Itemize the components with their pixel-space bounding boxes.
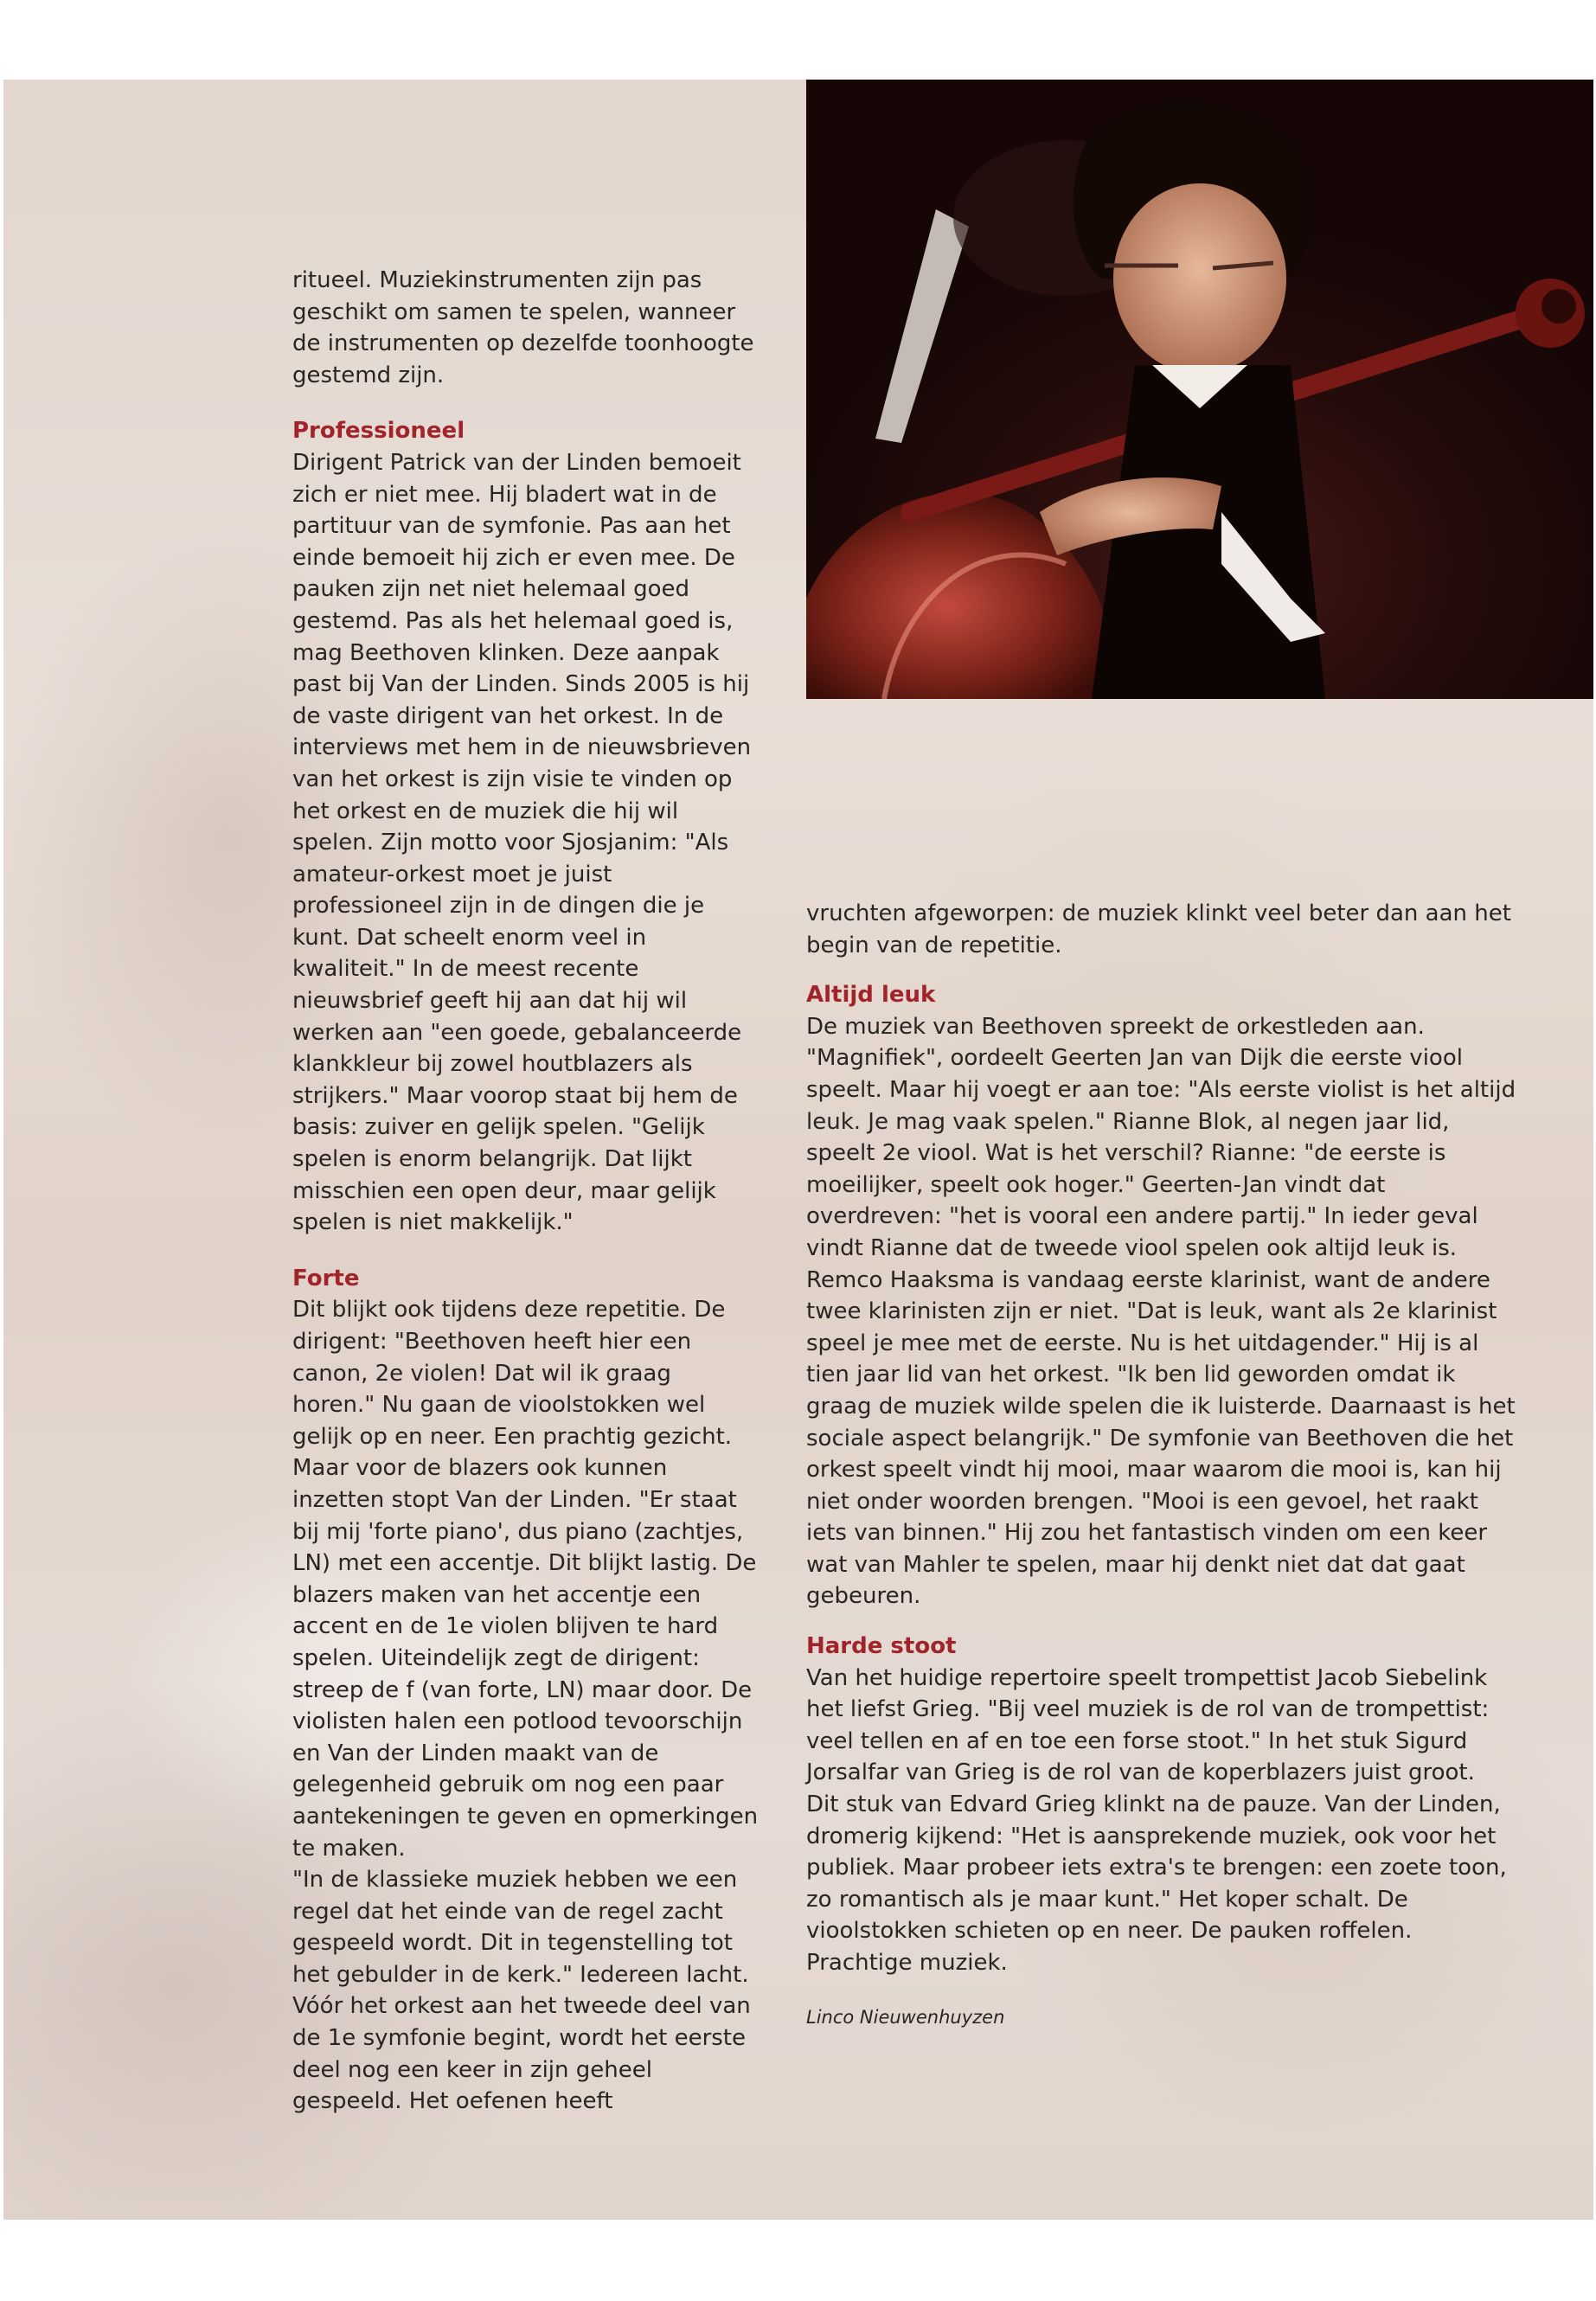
paragraph: Remco Haaksma is vandaag eerste klarinist, want de andere twee klarinisten zijn er niet. "Dat is leuk, want als 2e klarinist speel je mee met de eerste. Nu is het uitdagender." Hij is al tien jaar lid van het orkest. "Ik ben lid geworden omdat ik graag de muziek wilde spelen die ik luisterde. Daarnaast is het sociale aspect belangrijk." De symfonie van Beethoven die het orkest speelt vindt hij mooi, maar waarom die mooi is, kan hij niet onder woorden brengen. "Mooi is een gevoel, het raakt iets van binnen." Hij zou het fantastisch vinden om een keer wat van Mahler te spelen, maar hij denkt niet dat dat gaat gebeuren.	[806, 1266, 1516, 1610]
paragraph: Dit stuk van Edvard Grieg klinkt na de pauze. Van der Linden, dromerig kijkend: "Het is aansprekende muziek, ook voor het publiek. Maar probeer iets extra's te brengen: een zoete toon, zo romantisch als je maar kunt." Het koper schalt. De vioolstokken schieten op en neer. De pauken roffelen. Prachtige muziek.	[806, 1791, 1507, 1976]
paragraph: vruchten afgeworpen: de muziek klinkt veel beter dan aan het begin van de repetitie.	[806, 901, 1511, 958]
heading-professioneel: Professioneel	[292, 418, 465, 445]
paragraph: Dirigent Patrick van der Linden bemoeit zich er niet mee. Hij bladert wat in de partituur van de symfonie. Pas aan het einde bemoeit hij zich er even mee. De pauken zijn net niet helemaal goed gestemd. Pas als het helemaal goed is, mag Beethoven klinken. Deze aanpak past bij Van der Linden. Sinds 2005 is hij de vaste dirigent van het orkest. In de interviews met hem in de nieuwsbrieven van het orkest is zijn visie te vinden op het orkest en de muziek die hij wil spelen. Zijn motto voor Sjosjanim: "Als amateur-orkest moet je juist professioneel zijn in de dingen die je kunt. Dat scheelt enorm veel in kwaliteit." In de meest recente nieuwsbrief geeft hij aan dat hij wil werken aan "een goede, gebalanceerde klankkleur bij zowel houtblazers als strijkers." Maar voorop staat bij hem de basis: zuiver en gelijk spelen. "Gelijk spelen is enorm belangrijk. Dat lijkt misschien een open deur, maar gelijk spelen is niet makkelijk."	[292, 449, 752, 1236]
paragraph: Dit blijkt ook tijdens deze repetitie. De dirigent: "Beethoven heeft hier een canon, 2e violen! Dat wil ik graag horen." Nu gaan de vioolstokken wel gelijk op en neer. Een prachtig gezicht. Maar voor de blazers ook kunnen inzetten stopt Van der Linden. "Er staat bij mij 'forte piano', dus piano (zachtjes, LN) met een accentje. Dit blijkt lastig. De blazers maken van het accentje een accent en de 1e violen blijven te hard spelen. Uiteindelijk zegt de dirigent: streep de f (van forte, LN) maar door. De violisten halen een potlood tevoorschijn en Van der Linden maakt van de gelegenheid gebruik om nog een paar aantekeningen te geven en opmerkingen te maken.	[292, 1297, 759, 1862]
right-column	[806, 898, 1524, 2033]
cellist-illustration	[806, 80, 1593, 699]
paragraph: ritueel. Muziekinstrumenten zijn pas geschikt om samen te spelen, wanneer de instrumenten op dezelfde toonhoogte gestemd zijn.	[292, 267, 754, 388]
heading-harde-stoot: Harde stoot	[806, 1633, 957, 1660]
cellist-photo	[806, 80, 1593, 699]
heading-altijd-leuk: Altijd leuk	[806, 982, 936, 1009]
heading-forte: Forte	[292, 1265, 360, 1292]
paragraph: "In de klassieke muziek hebben we een regel dat het einde van de regel zacht gespeeld wordt. Dit in tegenstelling tot het gebulder in de kerk." Iedereen lacht.	[292, 1867, 749, 1988]
paragraph: Van het huidige repertoire speelt trompettist Jacob Siebelink het liefst Grieg. "Bij veel muziek is de rol van de trompettist: veel tellen en af en toe een forse stoot." In het stuk Sigurd Jorsalfar van Grieg is de rol van de koperblazers juist groot.	[806, 1664, 1490, 1786]
paragraph: Vóór het orkest aan het tweede deel van de 1e symfonie begint, wordt het eerste deel nog een keer in zijn geheel gespeeld. Het oefenen heeft	[292, 1993, 751, 2115]
magazine-page	[3, 80, 1593, 2220]
left-column	[292, 265, 760, 2118]
author-signature: Linco Nieuwenhuyzen	[806, 2006, 1005, 2028]
paragraph: De muziek van Beethoven spreekt de orkestleden aan. "Magnifiek", oordeelt Geerten Jan van Dijk die eerste viool speelt. Maar hij voegt er aan toe: "Als eerste violist is het altijd leuk. Je mag vaak spelen." Rianne Blok, al negen jaar lid, speelt 2e viool. Wat is het verschil? Rianne: "de eerste is moeilijker, speelt ook hoger." Geerten-Jan vindt dat overdreven: "het is vooral een andere partij." In ieder geval vindt Rianne dat de tweede viool spelen ook altijd leuk is.	[806, 1013, 1516, 1261]
